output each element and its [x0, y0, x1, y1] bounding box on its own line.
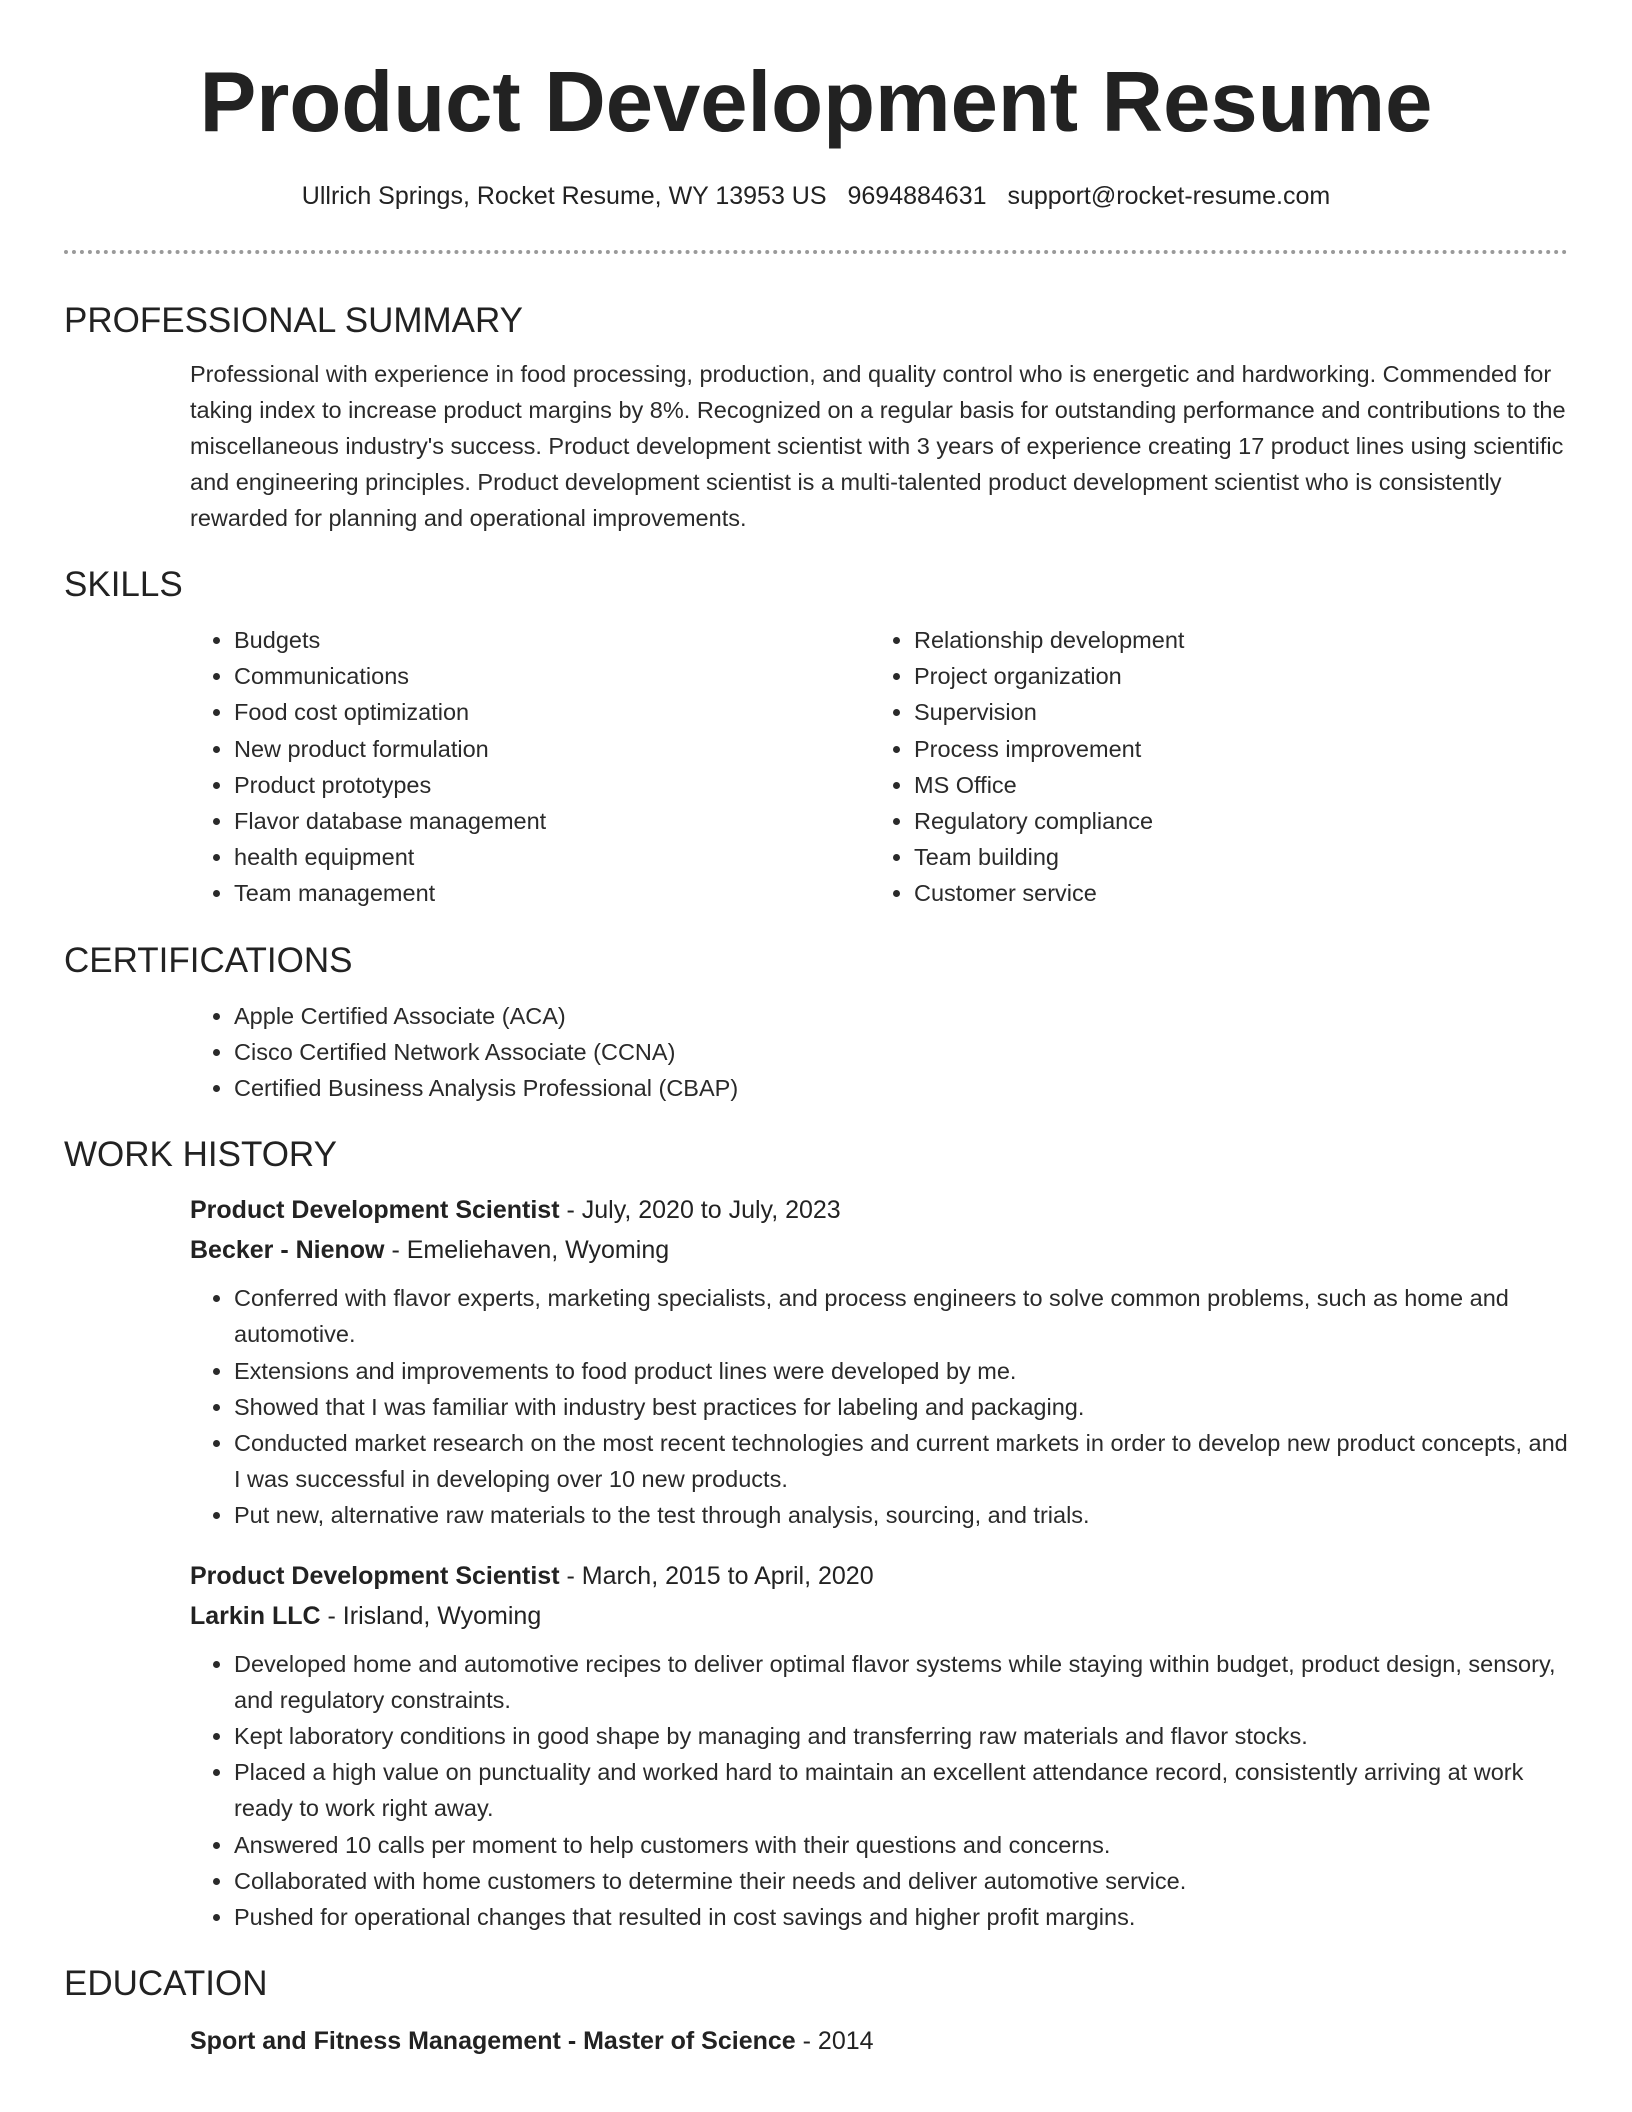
job-title: Product Development Scientist — [190, 1561, 560, 1590]
job-location: - Irisland, Wyoming — [320, 1601, 542, 1630]
skill-item: • Customer service — [914, 875, 1550, 911]
skill-item: • MS Office — [914, 767, 1550, 803]
section-heading-skills: SKILLS — [64, 565, 183, 604]
contact-info — [0, 180, 1632, 212]
skill-item: • Flavor database management — [234, 803, 870, 839]
summary-text: Professional with experience in food processing, production, and quality control who is energetic and hardworking. Commended for taking index to increase product margins by 8%. Recognized on a regular basis for outstanding performance and contributions to the miscellaneous industry's success. Product development scientist with 3 years of experience creating 17 product lines using scientific and engineering principles. Product development scientist is a multi-talented product development scientist who is consistently rewarded for planning and operational improvements. — [190, 361, 1566, 531]
page-title: Product Development Resume — [199, 55, 1433, 150]
certification-item: • Apple Certified Associate (ACA) — [234, 998, 1568, 1034]
contact-address: Ullrich Springs, Rocket Resume, WY 13953 US — [301, 182, 827, 210]
job-bullet: • Placed a high value on punctuality and worked hard to maintain an excellent attendance record, consistently arriving at work ready to work right away. — [234, 1754, 1568, 1826]
job-company: Larkin LLC — [190, 1601, 321, 1630]
job-bullet: • Collaborated with home customers to determine their needs and deliver automotive service. — [234, 1863, 1568, 1899]
skill-item: • Relationship development — [914, 622, 1550, 658]
skills-column-left — [190, 622, 870, 912]
job-company-line — [190, 1230, 1568, 1270]
section-heading-work-history: WORK HISTORY — [64, 1135, 337, 1175]
skill-item: • Team building — [914, 839, 1550, 875]
job-location: - Emeliehaven, Wyoming — [384, 1236, 670, 1265]
job-bullet: • Kept laboratory conditions in good shape by managing and transferring raw materials and flavor stocks. — [234, 1718, 1568, 1754]
contact-email: support@rocket-resume.com — [1007, 182, 1331, 210]
education-section — [64, 1959, 1568, 2061]
skill-item: • Product prototypes — [234, 767, 870, 803]
job-bullet: • Pushed for operational changes that resulted in cost savings and higher profit margins. — [234, 1899, 1568, 1935]
header-divider — [64, 250, 1568, 254]
job-bullet: • Answered 10 calls per moment to help customers with their questions and concerns. — [234, 1827, 1568, 1863]
contact-phone: 9694884631 — [847, 182, 987, 210]
skill-item: • Food cost optimization — [234, 694, 870, 730]
certification-item: • Cisco Certified Network Associate (CCNA) — [234, 1034, 1568, 1070]
skill-item: • Budgets — [234, 622, 870, 658]
certifications-section — [64, 936, 1568, 1107]
section-heading-summary: PROFESSIONAL SUMMARY — [64, 301, 523, 340]
skill-item: • New product formulation — [234, 731, 870, 767]
job-title-line — [190, 1190, 1568, 1230]
job-dates: - March, 2015 to April, 2020 — [559, 1561, 874, 1590]
job-bullet: • Extensions and improvements to food product lines were developed by me. — [234, 1353, 1568, 1389]
section-heading-certifications: CERTIFICATIONS — [64, 940, 353, 980]
job-bullet: • Put new, alternative raw materials to the test through analysis, sourcing, and trials. — [234, 1497, 1568, 1533]
skills-column-right — [870, 622, 1550, 912]
skills-grid — [190, 622, 1568, 912]
job-bullet: • Conducted market research on the most recent technologies and current markets in order to develop new product concepts, and I was successful in developing over 10 new products. — [234, 1425, 1568, 1497]
certification-item: • Certified Business Analysis Professional (CBAP) — [234, 1070, 1568, 1106]
summary-section — [64, 296, 1568, 536]
job-bullet: • Developed home and automotive recipes to deliver optimal flavor systems while staying within budget, product design, sensory, and regulatory constraints. — [234, 1646, 1568, 1718]
education-degree: Sport and Fitness Management - Master of Science — [190, 2027, 796, 2056]
job-title: Product Development Scientist — [190, 1196, 560, 1225]
education-year: - 2014 — [795, 2027, 874, 2056]
job-entry — [190, 1556, 1568, 1936]
job-bullet: • Conferred with flavor experts, marketing specialists, and process engineers to solve common problems, such as home and automotive. — [234, 1280, 1568, 1352]
skills-section — [64, 560, 1568, 912]
job-company: Becker - Nienow — [190, 1236, 385, 1265]
job-company-line — [190, 1596, 1568, 1636]
resume-content — [64, 296, 1568, 2061]
skill-item: • Team management — [234, 875, 870, 911]
job-bullet: • Showed that I was familiar with industry best practices for labeling and packaging. — [234, 1389, 1568, 1425]
job-entry — [190, 1190, 1568, 1533]
work-history-section — [64, 1130, 1568, 1935]
skill-item: • health equipment — [234, 839, 870, 875]
skill-item: • Communications — [234, 658, 870, 694]
skill-item: • Project organization — [914, 658, 1550, 694]
education-entry — [190, 2021, 1568, 2061]
skill-item: • Regulatory compliance — [914, 803, 1550, 839]
job-title-line — [190, 1556, 1568, 1596]
skill-item: • Supervision — [914, 694, 1550, 730]
section-heading-education: EDUCATION — [64, 1964, 268, 2004]
skill-item: • Process improvement — [914, 731, 1550, 767]
job-dates: - July, 2020 to July, 2023 — [559, 1196, 841, 1225]
